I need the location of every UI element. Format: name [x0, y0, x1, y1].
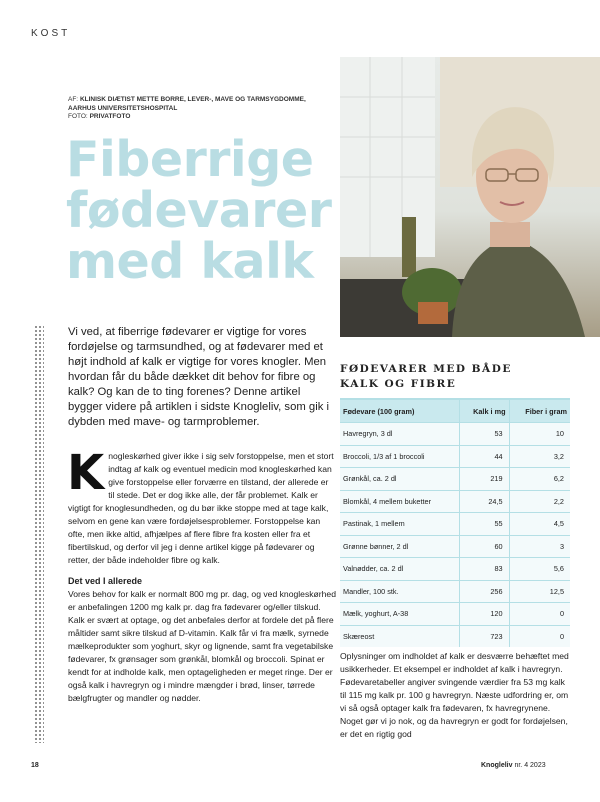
table-cell-fiber: 2,2: [509, 490, 570, 513]
table-cell-food: Grønne bønner, 2 dl: [340, 535, 459, 558]
section-label: KOST: [31, 28, 71, 39]
table-row: [340, 558, 570, 581]
factbox-title-line-2: KALK OG FIBRE: [340, 378, 457, 390]
table-cell-fiber: 12,5: [509, 580, 570, 603]
table-row: [340, 513, 570, 536]
title-line-1: Fiberrige: [66, 131, 314, 188]
table-row: [340, 625, 570, 647]
table-row: [340, 445, 570, 468]
subhead: Det ved I allerede: [68, 576, 143, 586]
author-label: AF:: [68, 96, 79, 103]
body-paragraph-2: Vores behov for kalk er normalt 800 mg pr. dag, og ved knogleskørhed er anbefalingen 1200 mg kalk pr. dag fra fødevarer og/eller tilskud. Kalk er svært at optage, og det anbefales derfor at fordele det på flere måltider samt sikre tilskud af D-vitamin. Kalk får vi fra mælk, syrnede mælkeprodukter som yoghurt, skyr og lignende, samt fra vegetabilske fødevarer, fx grønsager som grønkål, blomkål og broccoli. Spinat er kendt for at indholde kalk, men optageligheden er meget ringe. Der er også kalk i havregryn og i mindre mængder i brød, linser, tørrede bælgfrugter og mandler og nødder.: [68, 589, 336, 703]
title-line-2: fødevarer: [66, 182, 332, 239]
table-row: [340, 423, 570, 446]
table-cell-calcium: 120: [459, 603, 509, 626]
page-number: 18: [31, 762, 39, 769]
table-row: [340, 580, 570, 603]
portrait-photo: [340, 57, 600, 337]
table-row: [340, 603, 570, 626]
table-cell-food: Mandler, 100 stk.: [340, 580, 459, 603]
table-row: [340, 535, 570, 558]
table-cell-fiber: 0: [509, 603, 570, 626]
table-cell-calcium: 723: [459, 625, 509, 647]
table-cell-calcium: 44: [459, 445, 509, 468]
factbox-table: [340, 400, 570, 647]
table-cell-fiber: 4,5: [509, 513, 570, 536]
footer-magazine: [481, 762, 546, 769]
author: KLINISK DIÆTIST METTE BORRE, LEVER-, MAVE OG TARMSYGDOMME, AARHUS UNIVERSITETSHOSPITAL: [68, 96, 306, 112]
table-cell-calcium: 60: [459, 535, 509, 558]
header-food: Fødevare (100 gram): [340, 400, 459, 423]
factbox-title: [340, 362, 570, 392]
table-cell-fiber: 10: [509, 423, 570, 446]
table-cell-food: Blomkål, 4 mellem buketter: [340, 490, 459, 513]
table-cell-calcium: 53: [459, 423, 509, 446]
table-cell-food: Havregryn, 3 dl: [340, 423, 459, 446]
table-cell-calcium: 55: [459, 513, 509, 536]
table-body: [340, 423, 570, 648]
header-fiber: Fiber i gram: [509, 400, 570, 423]
article-title: [66, 131, 332, 290]
table-cell-calcium: 256: [459, 580, 509, 603]
photo-credit: PRIVATFOTO: [89, 113, 131, 120]
table-header-row: [340, 400, 570, 423]
table-cell-fiber: 6,2: [509, 468, 570, 491]
table-cell-food: Grønkål, ca. 2 dl: [340, 468, 459, 491]
table-cell-calcium: 83: [459, 558, 509, 581]
table-cell-food: Pastinak, 1 mellem: [340, 513, 459, 536]
table-cell-calcium: 219: [459, 468, 509, 491]
photo-label: FOTO:: [68, 113, 88, 120]
header-calcium: Kalk i mg: [459, 400, 509, 423]
table-cell-fiber: 3: [509, 535, 570, 558]
table-row: [340, 468, 570, 491]
drop-cap: K: [67, 445, 105, 501]
body-paragraph-1: nogleskørhed giver ikke i sig selv forstoppelse, men et stort indtag af kalk og eventuel medicin mod knogleskørhed kan give forstoppelse eller forværre en tilstand, der allerede er til stede. Det er dog ikke alle, der får problemet. Kalk er vigtigt for knoglesundheden, og du bør ikke stoppe med at tage kalk, selvom en gene kan være fordøjelsesproblemer. Forstoppelse kan ofte, men ikke altid, afhjælpes af flere fibre fra kosten eller fra et fibertilskud, og derfor vil jeg i denne artikel kigge på fødevarer og retter, der både indeholder fibre og kalk.: [68, 451, 334, 565]
byline: [68, 96, 308, 122]
right-column-text: Oplysninger om indholdet af kalk er desværre behæftet med usikkerheder. Et eksempel er indholdet af kalk i havregryn. Fødevaretabeller angiver svingende værdier fra 53 mg kalk til 115 mg kalk pr. 100 g havregryn. Næste udfordring er, om vi så også optager kalk fra fødevaren, fx havregrynene. Noget gør vi jo nok, og da havregryn er godt for fordøjelsen, er det en rigtig god: [340, 651, 569, 739]
title-line-3: med kalk: [66, 233, 314, 290]
body-text: [67, 445, 336, 705]
intro-paragraph: Vi ved, at fiberrige fødevarer er vigtige for vores fordøjelse og tarmsundhed, og at fødevarer med et højt indhold af kalk er vigtige for vores knogler. Men hvordan får du både dækket dit behov for fibre og kalk? Og kan de to ting forenes? Denne artikel bygger videre på artiklen i sidste Knogleliv, som gik i dybden med mave- og tarmproblemer.: [68, 326, 329, 428]
table-row: [340, 490, 570, 513]
table-cell-food: Mælk, yoghurt, A-38: [340, 603, 459, 626]
issue-number: nr. 4 2023: [514, 762, 546, 769]
table-cell-fiber: 5,6: [509, 558, 570, 581]
dotted-rule: [34, 325, 44, 743]
magazine-name: Knogleliv: [481, 762, 513, 769]
portrait-illustration: [340, 57, 600, 337]
factbox-title-line-1: FØDEVARER MED BÅDE: [340, 363, 512, 375]
table-cell-calcium: 24,5: [459, 490, 509, 513]
table-cell-fiber: 3,2: [509, 445, 570, 468]
table-cell-food: Broccoli, 1/3 af 1 broccoli: [340, 445, 459, 468]
table-cell-fiber: 0: [509, 625, 570, 647]
factbox-table-container: [340, 398, 570, 641]
table-cell-food: Valnødder, ca. 2 dl: [340, 558, 459, 581]
table-cell-food: Skæreost: [340, 625, 459, 647]
